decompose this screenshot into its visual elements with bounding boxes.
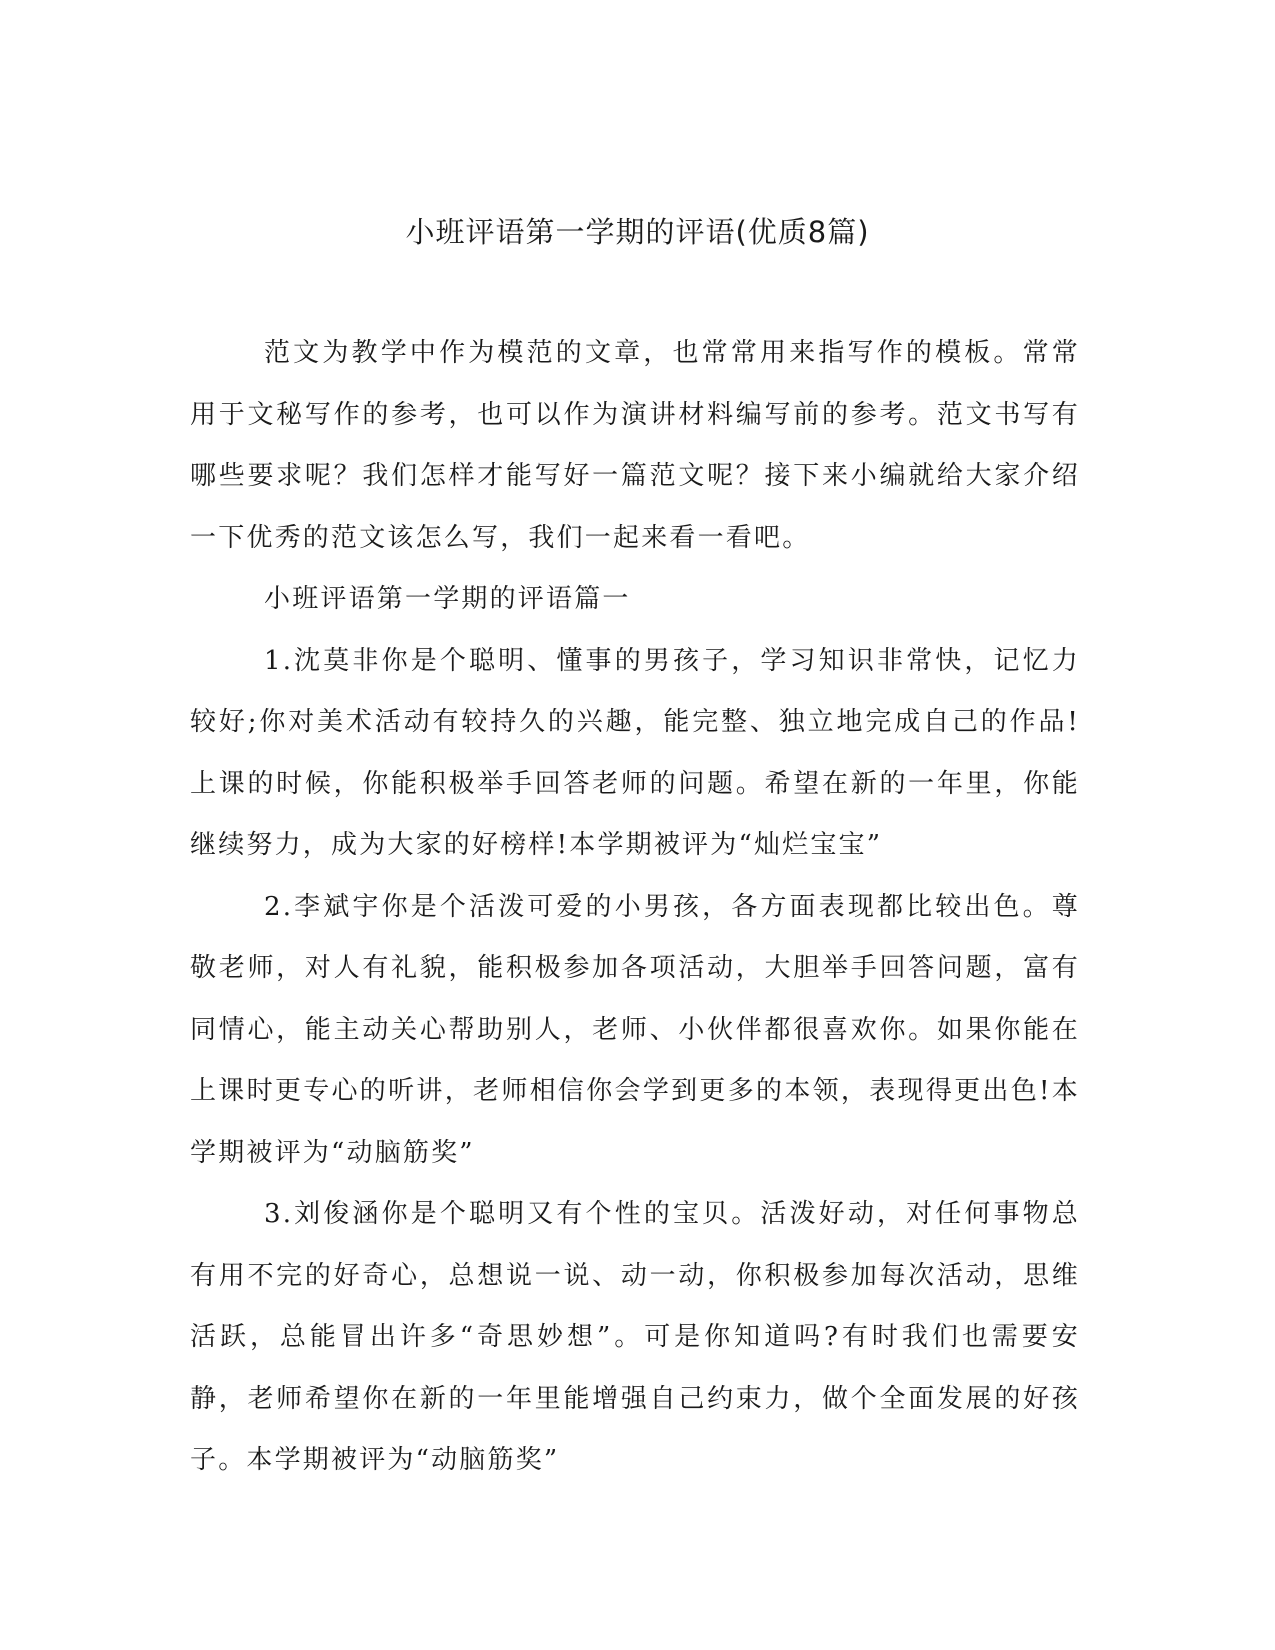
document-body	[190, 323, 1080, 1492]
document-title: 小班评语第一学期的评语(优质8篇)	[405, 215, 870, 249]
comment-paragraph-3: 3.刘俊涵你是个聪明又有个性的宝贝。活泼好动，对任何事物总有用不完的好奇心，总想说一说、动一动，你积极参加每次活动，思维活跃，总能冒出许多“奇思妙想”。可是你知道吗?有时我们也需要安静，老师希望你在新的一年里能增强自己约束力，做个全面发展的好孩子。本学期被评为“动脑筋奖”	[190, 1199, 1080, 1475]
section-heading: 小班评语第一学期的评语篇一	[264, 584, 631, 614]
comment-paragraph-1: 1.沈莫非你是个聪明、懂事的男孩子，学习知识非常快，记忆力较好;你对美术活动有较持久的兴趣，能完整、独立地完成自己的作品!上课的时候，你能积极举手回答老师的问题。希望在新的一年里，你能继续努力，成为大家的好榜样!本学期被评为“灿烂宝宝”	[190, 645, 1080, 860]
intro-paragraph: 范文为教学中作为模范的文章，也常常用来指写作的模板。常常用于文秘写作的参考，也可以作为演讲材料编写前的参考。范文书写有哪些要求呢？我们怎样才能写好一篇范文呢？接下来小编就给大家介绍一下优秀的范文该怎么写，我们一起来看一看吧。	[190, 338, 1080, 553]
comment-paragraph-2: 2.李斌宇你是个活泼可爱的小男孩，各方面表现都比较出色。尊敬老师，对人有礼貌，能积极参加各项活动，大胆举手回答问题，富有同情心，能主动关心帮助别人，老师、小伙伴都很喜欢你。如果你能在上课时更专心的听讲，老师相信你会学到更多的本领，表现得更出色!本学期被评为“动脑筋奖”	[190, 891, 1080, 1168]
